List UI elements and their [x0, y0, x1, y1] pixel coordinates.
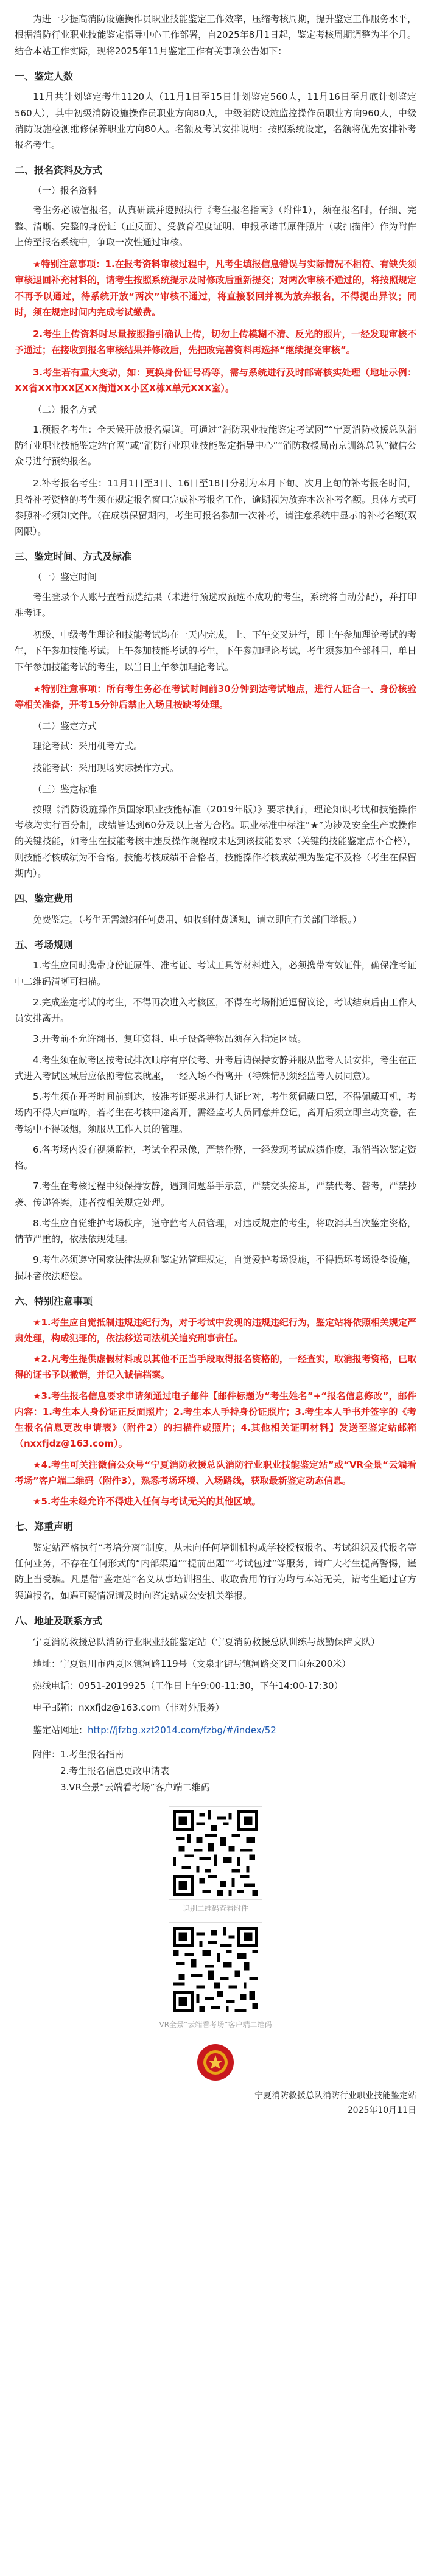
list-item: 2.完成鉴定考试的考生，不得再次进入考核区，不得在考场附近逗留议论，考试结束后由工作人员安排离开。 — [15, 996, 416, 1024]
section-5-title: 五、考场规则 — [15, 938, 74, 951]
section-1-title: 一、鉴定人数 — [15, 70, 74, 82]
section-2-sub-2: （二）报名方式 — [33, 404, 97, 416]
attachment-item[interactable]: 附件：1.考生报名指南 — [33, 1748, 124, 1760]
signature-org: 宁夏消防救援总队消防行业职业技能鉴定站 — [254, 2090, 416, 2101]
section-8-title: 八、地址及联系方式 — [15, 1614, 103, 1627]
fire-rescue-emblem-icon — [197, 2044, 234, 2081]
section-3-p5: 按照《消防设施操作员国家职业技能标准（2019年版）》要求执行，理论知识考试和技能操作考核均实行百分制，成绩皆达到60分及以上者为合格。职业标准中标注“★”为涉及安全生产或操作的关键技能，如考生在技能考核中违反操作规程或未达到该技能要求（关键的技能鉴定点不合格），则技能考核成绩为不合格。技能考核成绩不合格者，技能操作考核成绩视为鉴定不及格（考生在保留期内）。 — [15, 803, 417, 879]
list-item: 5.考生须在开考时间前到达，按准考证要求进行人证比对，考生须佩戴口罩，不得佩戴耳机，考场内不得大声喧哗，若考生在考核中途离开，需经监考人员同意并登记，离开后须立即主动交卷，在考场中不得吸烟，须服从工作人员的管理。 — [15, 1091, 417, 1134]
section-2-notice-1: ★特别注意事项：1.在报考资料审核过程中，凡考生填报信息错误与实际情况不相符、有缺失须审核退回补充材料的，请考生按照系统提示及时修改后重新提交；对两次审核不通过的，将按照规定不再予以通过，待系统开放“两次”审核不通过，将直接驳回并视为放弃报名，不得提出异议；同时，须在规定时间内完成考试缴费。 — [15, 259, 417, 318]
list-item: ★3.考生报名信息要求申请须通过电子邮件【邮件标题为“考生姓名”+“报名信息修改”，邮件内容：1.考生本人身份证正反面照片；2.考生本人手持身份证照片；3.考生本人手书并签字的《考生报名信息更改申请表》（附件2）的扫描件或照片；4.其他相关证明材料】发送至鉴定站邮箱（nxxfjdz@163.com）。 — [15, 1390, 416, 1450]
org-name: 宁夏消防救援总队消防行业职业技能鉴定站（宁夏消防救援总队训练与战勤保障支队） — [33, 1636, 380, 1647]
list-item: ★1.考生应自觉抵制违规违纪行为，对于考试中发现的违规违纪行为，鉴定站将依照相关规定严肃处理，构成犯罪的，依法移送司法机关追究刑事责任。 — [15, 1316, 416, 1344]
website-link[interactable]: http://jfzbg.xzt2014.com/fzbg/#/index/52 — [88, 1724, 276, 1736]
special-notes-list — [15, 1314, 416, 1510]
section-3-p1: 考生登录个人账号查看预选结果（未进行预选或预选不成功的考生，系统将自动分配），并打印准考证。 — [15, 591, 416, 618]
section-4-title: 四、鉴定费用 — [15, 893, 74, 905]
section-1-body: 11月共计划鉴定考生1120人（11月1日至15日计划鉴定560人，11月16日至月底计划鉴定560人），其中初级消防设施操作员职业方向80人，中级消防设施监控操作员职业方向960人，中级消防设施检测维修保养职业方向80人。名额及考试安排说明：按照系统设定，名额将优先安排补考报名考生。 — [15, 91, 416, 151]
address: 地址：宁夏银川市西夏区镇河路119号（文泉北街与镇河路交叉口向东200米） — [33, 1658, 351, 1669]
section-3-p3: 理论考试：采用机考方式。 — [33, 740, 143, 752]
list-item: ★2.凡考生提供虚假材料或以其他不正当手段取得报名资格的，一经查实，取消报考资格，已取得的证书予以撤销，并记入诚信档案。 — [15, 1353, 416, 1381]
list-item: 8.考生应自觉维护考场秩序，遵守监考人员管理，对违反规定的考生，将取消其当次鉴定资格，情节严重的，依法依规处理。 — [15, 1217, 416, 1245]
section-2-p2: 1.预报名考生：全天候开放报名渠道。可通过“消防职业技能鉴定考试网”“宁夏消防救援总队消防行业职业技能鉴定站官网”或“消防行业职业技能鉴定指导中心”“消防救援局南京训练总队”微信公众号进行预约报名。 — [15, 424, 416, 467]
attachment-item[interactable]: 2.考生报名信息更改申请表 — [60, 1765, 170, 1776]
section-3-title: 三、鉴定时间、方式及标准 — [15, 551, 132, 563]
attachments — [15, 1747, 416, 1796]
list-item: 6.各考场内设有视频监控，考试全程录像，严禁作弊，一经发现考试成绩作废，取消当次鉴定资格。 — [15, 1143, 416, 1171]
exam-rules-list — [15, 957, 416, 1284]
vr-qr-caption: VR全景“云端看考场”客户端二维码 — [159, 2020, 272, 2029]
section-2-notice-2: 2.考生上传资料时尽量按照指引确认上传，切勿上传模糊不清、反光的照片，一经发现审核不予通过；在接收到报名审核结果并修改后，先把改完善资料再选择“继续提交审核”。 — [15, 329, 416, 356]
list-item: ★4.考生可关注微信公众号“宁夏消防救援总队消防行业职业技能鉴定站”或“VR全景“云端看考场”客户端二维码（附件3），熟悉考场环境、入场路线，获取最新鉴定动态信息。 — [15, 1459, 416, 1486]
section-7-p1: 鉴定站严格执行“考培分离”制度，从未向任何培训机构或学校授权报名、考试组织及代报名等任何业务，不存在任何形式的“内部渠道”“提前出题”“考试包过”等服务，请广大考生提高警惕，谨防上当受骗。凡是借“鉴定站”名义从事培训招生、收取费用的行为均与本站无关，请考生通过官方渠道报名，如遇可疑情况请及时向鉴定站或公安机关举报。 — [15, 1541, 416, 1601]
section-2-p3: 2.补考报名考生：11月1日至3日、16日至18日分别为本月下旬、次月上旬的补考报名时间，具备补考资格的考生须在规定报名窗口完成补考报名工作，逾期视为放弃本次补考名额。具体方式可参照补考须知文件。（在成绩保留期内，考生可报名参加一次补考，请注意系统中显示的补考名额(双网限）。 — [15, 478, 417, 537]
section-3-p2: 初级、中级考生理论和技能考试均在一天内完成，上、下午交叉进行，即上午参加理论考试的考生，下午参加技能考试；上午参加技能考试的考生，下午参加理论考试，考生须参加全部科目，单日下午参加技能考试的考生，以当日上午参加理论考试。 — [15, 629, 417, 672]
email: 电子邮箱：nxxfjdz@163.com（非对外服务） — [33, 1702, 225, 1714]
list-item: 1.考生应同时携带身份证原件、准考证、考试工具等材料进入，必须携带有效证件，确保准考证中二维码清晰可扫描。 — [15, 960, 416, 987]
section-2-notice-3: 3.考生若有重大变动，如：更换身份证号码等，需与系统进行及时邮寄核实处理（地址示例：XX省XX市XX区XX街道XX小区X栋X单元XXX室）。 — [15, 366, 416, 394]
section-2-sub-1: （一）报名资料 — [33, 184, 97, 196]
section-3-notice: ★特别注意事项：所有考生务必在考试时间前30分钟到达考试地点，进行人证合一、身份核验等相关准备，开考15分钟后禁止入场且按缺考处理。 — [15, 683, 416, 711]
vr-qr-code-icon[interactable] — [169, 1923, 262, 2016]
section-3-p4: 技能考试：采用现场实际操作方式。 — [33, 763, 180, 774]
list-item: 9.考生必须遵守国家法律法规和鉴定站管理规定，自觉爱护考场设施，不得损坏考场设备设施，损坏者依法赔偿。 — [15, 1254, 416, 1282]
phone: 热线电话：0951-2019925（工作日上午9:00-11:30，下午14:00-17:30） — [33, 1680, 343, 1691]
section-3-sub-3: （三）鉴定标准 — [33, 784, 97, 795]
list-item: 3.开考前不允许翻书、复印资料、电子设备等物品须存入指定区域。 — [33, 1033, 307, 1045]
website-line — [15, 1722, 416, 1738]
section-4-p1: 免费鉴定。（考生无需缴纳任何费用，如收到付费通知，请立即向有关部门举报。） — [33, 913, 362, 925]
section-7-title: 七、郑重声明 — [15, 1521, 74, 1533]
qr-caption: 识别二维码查看附件 — [182, 1904, 248, 1913]
list-item: 4.考生须在候考区按考试排次顺序有序候考、开考后请保持安静并服从监考人员安排，考生在正式进入考试区域后应依照考位表就座，一经入场不得离开（特殊情况须经监考人员同意）。 — [15, 1054, 416, 1081]
list-item: 7.考生在考核过程中须保持安静，遇到问题举手示意，严禁交头接耳，严禁代考、替考，严禁抄袭、传递答案，违者按相关规定处理。 — [15, 1181, 416, 1208]
signature-block — [15, 2089, 416, 2118]
intro-paragraph: 为进一步提高消防设施操作员职业技能鉴定工作效率，压缩考核周期，提升鉴定工作服务水平，根据消防行业职业技能鉴定指导中心工作部署，自2025年8月1日起，鉴定考核周期调整为半个月。结合本站工作实际，现将2025年11月鉴定工作有关事项公告如下： — [15, 13, 417, 57]
section-2-title: 二、报名资料及方式 — [15, 164, 103, 176]
section-3-sub-1: （一）鉴定时间 — [33, 571, 97, 583]
website-label: 鉴定站网址： — [33, 1724, 88, 1736]
section-3-sub-2: （二）鉴定方式 — [33, 721, 97, 732]
list-item: ★5.考生未经允许不得进入任何与考试无关的其他区域。 — [33, 1496, 261, 1507]
qr-section — [15, 1807, 416, 2081]
signature-date: 2025年10月11日 — [347, 2105, 416, 2115]
section-6-title: 六、特别注意事项 — [15, 1295, 93, 1307]
qr-code-icon[interactable] — [169, 1807, 262, 1899]
section-2-p1: 考生务必诚信报名，认真研读并遵照执行《考生报名指南》（附件1），须在报名时，仔细、完整、清晰、完整的身份证（正反面）、受教育程度证明、申报承诺书原件照片（或扫描件）作为附件上传至报名系统中，争取一次性通过审核。 — [15, 204, 416, 248]
attachment-item[interactable]: 3.VR全景“云端看考场”客户端二维码 — [60, 1781, 210, 1793]
